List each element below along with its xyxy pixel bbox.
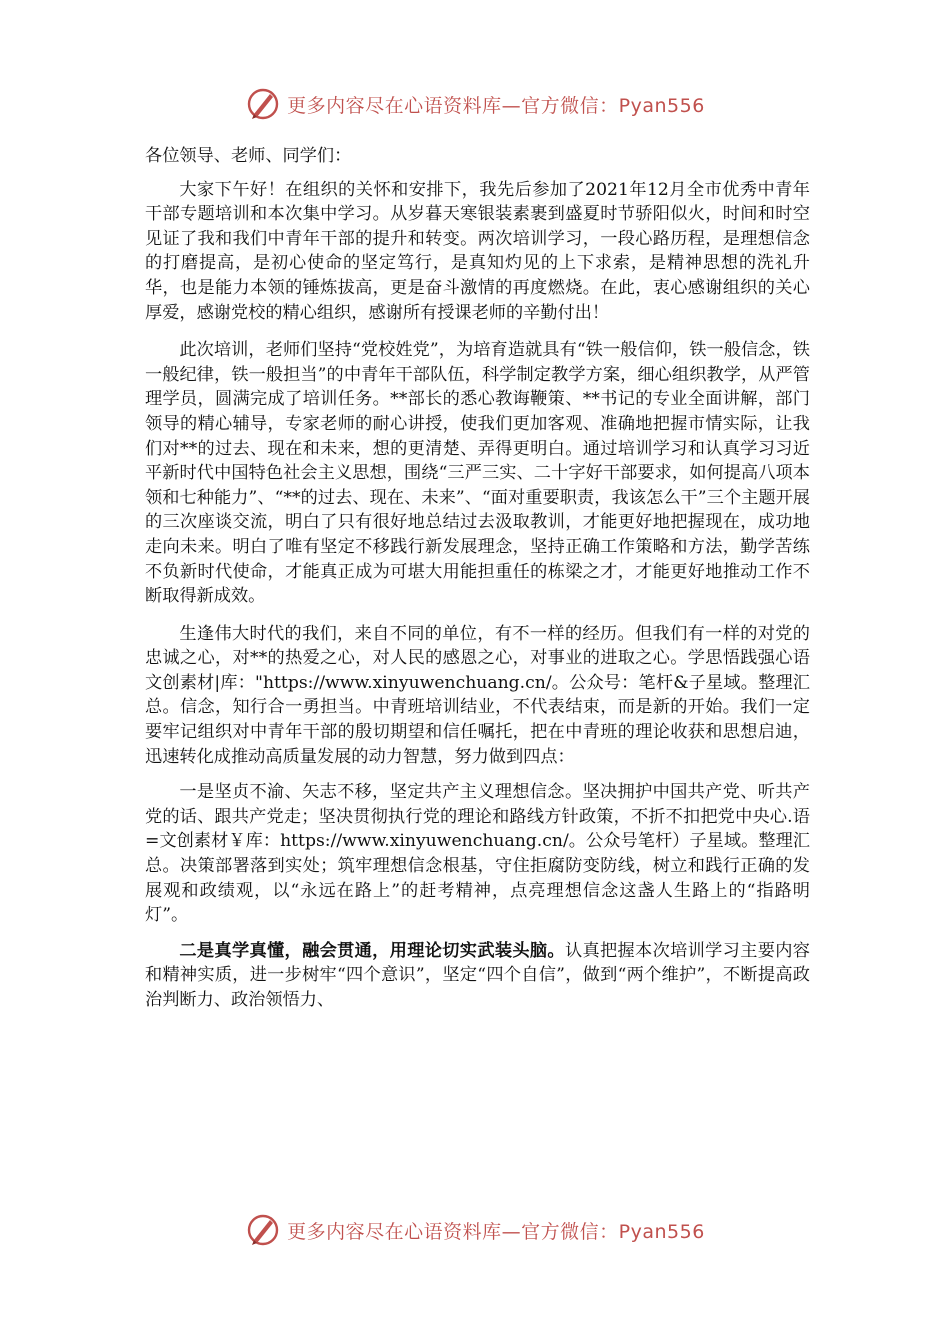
salutation: 各位领导、老师、同学们： [145, 146, 352, 166]
pen-logo-icon [245, 1212, 281, 1248]
paragraph-4: 一是坚贞不渝、矢志不移，坚定共产主义理想信念。坚决拥护中国共产党、听共产党的话、跟共产党走；坚决贯彻执行党的理论和路线方针政策，不折不扣把党中央心.语=文创素材￥库：https://www.xinyuwenchuang.cn/。公众号笔杆）子星域。整理汇总。决策部署落到实处；筑牢理想信念根基，守住拒腐防变防线，树立和践行正确的发展观和政绩观，以“永远在路上”的赶考精神，点亮理想信念这盏人生路上的“指路明灯”。 [145, 782, 810, 926]
paragraph-3: 生逢伟大时代的我们，来自不同的单位，有不一样的经历。但我们有一样的对党的忠诚之心，对**的热爱之心，对人民的感恩之心，对事业的进取之心。学思悟践强心语文创素材|库："https://www.xinyuwenchuang.cn/。公众号：笔杆&子星域。整理汇总。信念，知行合一勇担当。中青班培训结业，不代表结束，而是新的开始。我们一定要牢记组织对中青年干部的殷切期望和信任嘱托，把在中青班的理论收获和思想启迪，迅速转化成推动高质量发展的动力智慧，努力做到四点： [145, 623, 810, 767]
paragraph-5 [145, 939, 810, 1013]
footer-banner [0, 1208, 950, 1252]
paragraph-2: 此次培训，老师们坚持“党校姓党”，为培育造就具有“铁一般信仰，铁一般信念，铁一般纪律，铁一般担当”的中青年干部队伍，科学制定教学方案，细心组织教学，从严管理学员，圆满完成了培训任务。**部长的悉心教诲鞭策、**书记的专业全面讲解，部门领导的精心辅导，专家老师的耐心讲授，使我们更加客观、准确地把握市情实际，让我们对**的过去、现在和未来，想的更清楚、弄得更明白。通过培训学习和认真学习习近平新时代中国特色社会主义思想，围绕“三严三实、二十字好干部要求，如何提高八项本领和七种能力”、“**的过去、现在、未来”、“面对重要职责，我该怎么干”三个主题开展的三次座谈交流，明白了只有很好地总结过去汲取教训，才能更好地把握现在，成功地走向未来。明白了唯有坚定不移践行新发展理念，坚持正确工作策略和方法，勤学苦练不负新时代使命，才能真正成为可堪大用能担重任的栋梁之才，才能更好地推动工作不断取得新成效。 [145, 340, 810, 607]
document-body [145, 144, 810, 1026]
paragraph-5-lead: 二是真学真懂，融会贯通，用理论切实武装头脑。 [179, 940, 565, 961]
header-banner [0, 82, 950, 126]
banner-text: 更多内容尽在心语资料库—官方微信：Pyan556 [287, 1220, 705, 1243]
paragraph-5-rest: 认真把握本次培训学习主要内容和精神实质，进一步树牢“四个意识”，坚定“四个自信”，做到“两个维护”，不断提高政治判断力、政治领悟力、 [145, 940, 810, 1010]
paragraph-1: 大家下午好！在组织的关怀和安排下，我先后参加了2021年12月全市优秀中青年干部专题培训和本次集中学习。从岁暮天寒银装素裹到盛夏时节骄阳似火，时间和时空见证了我和我们中青年干部的提升和转变。两次培训学习，一段心路历程，是理想信念的打磨提高，是初心使命的坚定笃行，是真知灼见的上下求索，是精神思想的洗礼升华，也是能力本领的锤炼拔高，更是奋斗激情的再度燃烧。在此，衷心感谢组织的关心厚爱，感谢党校的精心组织，感谢所有授课老师的辛勤付出！ [145, 179, 810, 323]
banner-text: 更多内容尽在心语资料库—官方微信：Pyan556 [287, 94, 705, 117]
pen-logo-icon [245, 86, 281, 122]
